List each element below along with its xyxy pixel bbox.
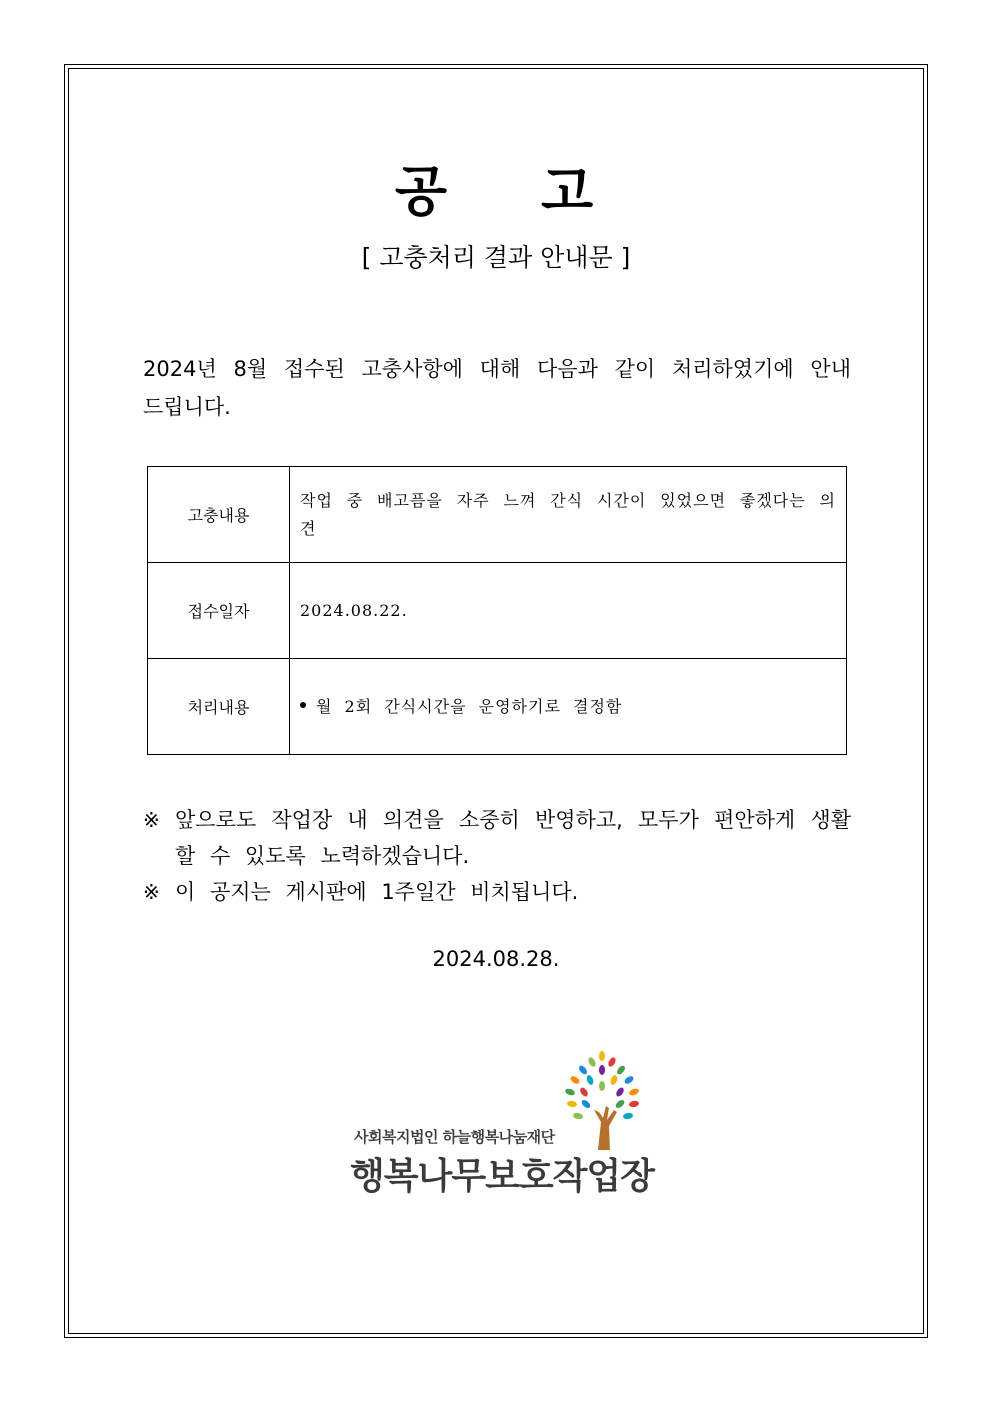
notice-title bbox=[0, 160, 992, 224]
title-char-right: 고 bbox=[541, 160, 598, 223]
notice-date: 2024.08.28. bbox=[432, 947, 560, 971]
note-item bbox=[143, 874, 851, 910]
row-label: 접수일자 bbox=[148, 563, 290, 659]
table-row bbox=[148, 563, 847, 659]
row-value-text: 월 2회 간식시간을 운영하기로 결정함 bbox=[316, 696, 623, 716]
complaint-table bbox=[147, 466, 847, 755]
reference-mark-icon: ※ bbox=[143, 808, 160, 832]
organization-subtitle: 사회복지법인 하늘행복나눔재단 bbox=[354, 1128, 555, 1146]
intro-paragraph: 2024년 8월 접수된 고충사항에 대해 다음과 같이 처리하였기에 안내드립니다. bbox=[143, 357, 851, 419]
note-text: 이 공지는 게시판에 1주일간 비치됩니다. bbox=[175, 880, 579, 904]
row-label: 고충내용 bbox=[148, 467, 290, 563]
notice-subtitle: [ 고충처리 결과 안내문 ] bbox=[361, 243, 631, 272]
tree-icon bbox=[558, 1050, 648, 1150]
table-row bbox=[148, 467, 847, 563]
table-row bbox=[148, 659, 847, 755]
row-value-bulleted bbox=[290, 659, 847, 755]
organization-logo bbox=[340, 1050, 660, 1200]
row-value: 작업 중 배고픔을 자주 느껴 간식 시간이 있었으면 좋겠다는 의견 bbox=[290, 467, 847, 563]
note-item bbox=[143, 802, 851, 874]
bullet-icon bbox=[300, 702, 306, 708]
note-text: 앞으로도 작업장 내 의견을 소중히 반영하고, 모두가 편안하게 생활할 수 있도록 노력하겠습니다. bbox=[175, 808, 851, 868]
notes-section bbox=[143, 802, 851, 910]
reference-mark-icon: ※ bbox=[143, 880, 160, 904]
title-char-left: 공 bbox=[394, 160, 451, 223]
organization-name: 행복나무보호작업장 bbox=[350, 1156, 654, 1197]
row-label: 처리내용 bbox=[148, 659, 290, 755]
row-value: 2024.08.22. bbox=[290, 563, 847, 659]
